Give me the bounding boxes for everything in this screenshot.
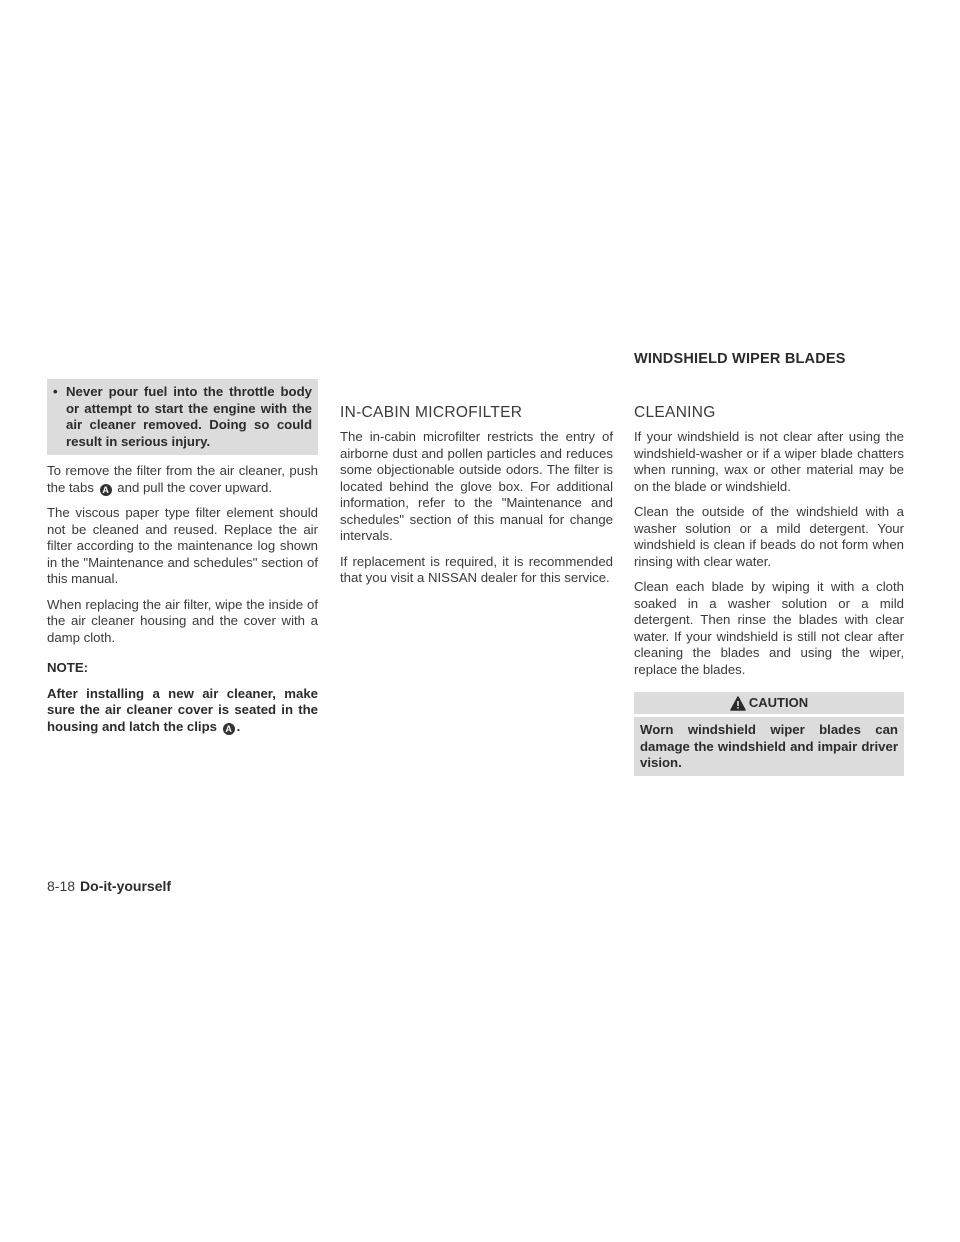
paragraph-clean-outside: Clean the outside of the windshield with a washer solution or a mild detergent. Your windshield is clean if beads do not form when rinsing with clear water. <box>634 504 904 569</box>
paragraph-text: To remove the filter from the air cleaner, push the tabs <box>47 463 318 495</box>
caution-header <box>634 692 904 714</box>
heading-cleaning: CLEANING <box>634 404 716 421</box>
paragraph-clean-blade: Clean each blade by wiping it with a cloth soaked in a washer solution or a mild detergent. Then rinse the blades with clear water. If your windshield is still not clear after cleaning the blades and using the wiper, replace the blades. <box>634 579 904 677</box>
circled-a-icon: A <box>100 484 112 496</box>
paragraph-microfilter: The in-cabin microfilter restricts the entry of airborne dust and pollen particles and reduces some objectionable outside odors. The filter is located behind the glove box. For additional information, refer to the "Maintenance and schedules" section of this manual for change intervals. <box>340 429 613 543</box>
paragraph-remove-filter <box>47 463 318 496</box>
chapter-title: Do-it-yourself <box>80 878 172 894</box>
column-microfilter <box>340 404 613 596</box>
caution-text: Worn windshield wiper blades can damage the windshield and impair driver vision. <box>634 717 904 776</box>
bullet-marker: • <box>53 384 58 399</box>
column-air-cleaner <box>47 379 318 744</box>
paragraph-not-clear: If your windshield is not clear after using the windshield-washer or if a wiper blade chatters when running, wax or other material may be on the blade or windshield. <box>634 429 904 494</box>
paragraph-replacement: If replacement is required, it is recommended that you visit a NISSAN dealer for this service. <box>340 553 613 585</box>
note-text <box>47 686 318 736</box>
note-end: . <box>236 718 241 734</box>
warning-triangle-icon <box>730 696 746 711</box>
warning-box <box>47 379 318 455</box>
page-footer <box>47 878 171 894</box>
section-title: WINDSHIELD WIPER BLADES <box>634 351 846 367</box>
column-cleaning <box>634 404 904 776</box>
paragraph-text: and pull the cover upward. <box>117 479 272 495</box>
circled-a-icon: A <box>223 723 235 735</box>
note-label: NOTE: <box>47 660 89 675</box>
caution-label: CAUTION <box>748 694 809 710</box>
caution-box <box>634 692 904 776</box>
warning-text: Never pour fuel into the throttle body or attempt to start the engine with the air cleaner removed. Doing so could result in serious injury. <box>66 384 312 449</box>
paragraph-wipe-housing: When replacing the air filter, wipe the inside of the air cleaner housing and the cover with a damp cloth. <box>47 596 318 645</box>
paragraph-viscous-filter: The viscous paper type filter element should not be cleaned and reused. Replace the air filter according to the maintenance log shown in the "Maintenance and schedules" section of this manual. <box>47 505 318 586</box>
heading-microfilter: IN-CABIN MICROFILTER <box>340 404 523 421</box>
page-number: 8-18 <box>47 878 76 894</box>
note-body-text: After installing a new air cleaner, make sure the air cleaner cover is seated in the housing and latch the clips <box>47 685 318 734</box>
